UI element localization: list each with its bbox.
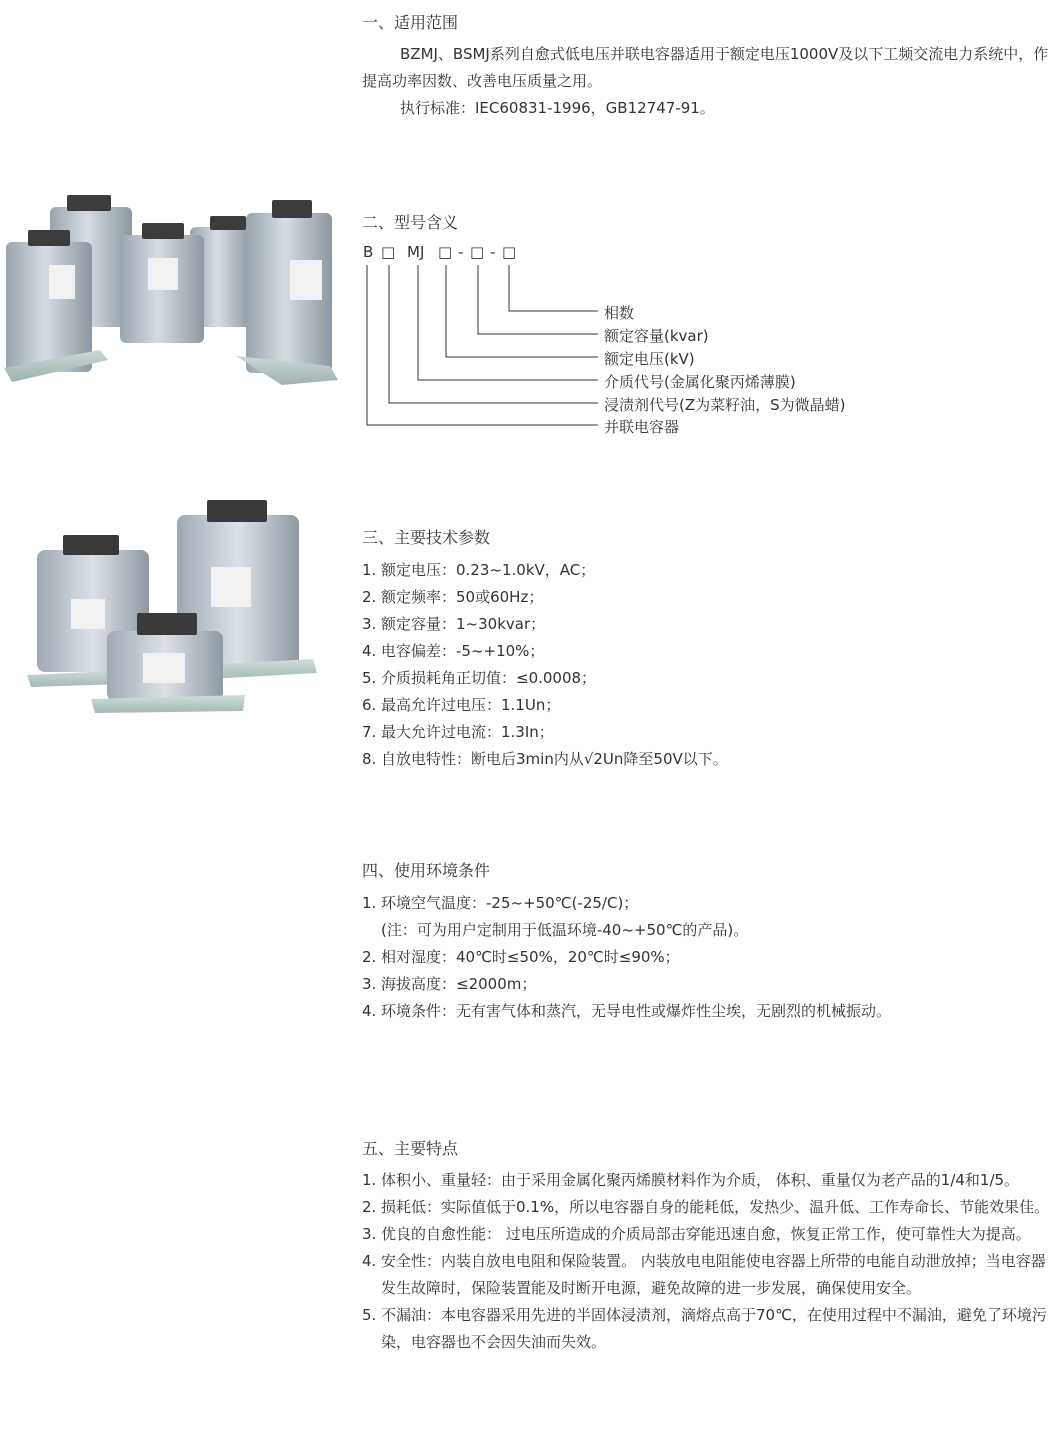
code-letter-b: B <box>363 243 374 261</box>
features-list <box>362 1167 1052 1356</box>
list-item: 3. 海拔高度：≤2000m； <box>362 975 537 993</box>
list-item: 3. 额定容量：1~30kvar； <box>362 615 546 633</box>
list-item: 8. 自放电特性：断电后3min内从√2Un降至50V以下。 <box>362 750 728 768</box>
section4-title: 四、使用环境条件 <box>362 861 491 880</box>
list-item: 1. 额定电压：0.23~1.0kV，AC； <box>362 561 596 579</box>
code-box-1: □ <box>381 243 396 261</box>
list-item: 2. 相对湿度：40℃时≤50%，20℃时≤90%； <box>362 948 680 966</box>
legend-dielectric: 介质代号(金属化聚丙烯薄膜) <box>604 373 796 391</box>
list-item: 1. 体积小、重量轻：由于采用金属化聚丙烯膜材料作为介质， 体积、重量仅为老产品的1/4和1/5。 <box>362 1171 1020 1189</box>
list-item: 5. 不漏油：本电容器采用先进的半固体浸渍剂，滴熔点高于70℃，在使用过程中不漏油，避免了环境污染，电容器也不会因失油而失效。 <box>362 1306 1047 1351</box>
list-item: 4. 环境条件：无有害气体和蒸汽，无导电性或爆炸性尘埃，无剧烈的机械振动。 <box>362 1002 892 1020</box>
tech-params-list <box>362 557 1052 773</box>
scope-paragraph: BZMJ、BSMJ系列自愈式低电压并联电容器适用于额定电压1000V及以下工频交流电力系统中，作提高功率因数、改善电压质量之用。 <box>362 45 1049 90</box>
list-item: 5. 介质损耗角正切值：≤0.0008； <box>362 669 597 687</box>
list-item: 7. 最大允许过电流：1.3In； <box>362 723 554 741</box>
code-box-2: □ <box>438 243 453 261</box>
section1-title: 一、适用范围 <box>362 13 459 32</box>
code-box-4: □ <box>502 243 517 261</box>
code-dash-1: - <box>458 243 464 261</box>
legend-parallel-capacitor: 并联电容器 <box>604 418 680 436</box>
list-note: (注：可为用户定制用于低温环境-40~+50℃的产品)。 <box>381 921 749 939</box>
section5-title: 五、主要特点 <box>362 1139 459 1158</box>
list-item: 6. 最高允许过电压：1.1Un； <box>362 696 561 714</box>
list-item: 2. 损耗低：实际值低于0.1%，所以电容器自身的能耗低，发热少、温升低、工作寿命长、节能效果佳。 <box>362 1198 1050 1216</box>
list-item: 1. 环境空气温度：-25~+50℃(-25/C)； <box>362 894 639 912</box>
code-box-3: □ <box>470 243 485 261</box>
list-item: 4. 电容偏差：-5~+10%； <box>362 642 545 660</box>
legend-voltage: 额定电压(kV) <box>604 350 695 368</box>
list-item: 4. 安全性：内装自放电电阻和保险装置。 内装放电电阻能使电容器上所带的电能自动泄放掉；当电容器发生故障时，保险装置能及时断开电源，避免故障的进一步发展，确保使用安全。 <box>362 1252 1046 1297</box>
legend-impregnant: 浸渍剂代号(Z为菜籽油，S为微晶蜡) <box>604 396 846 414</box>
legend-capacity: 额定容量(kvar) <box>604 327 709 345</box>
list-item: 2. 额定频率：50或60Hz； <box>362 588 544 606</box>
code-dash-2: - <box>490 243 496 261</box>
section3-title: 三、主要技术参数 <box>362 528 491 547</box>
code-letters-mj: MJ <box>407 243 425 261</box>
standard-paragraph: 执行标准：IEC60831-1996，GB12747-91。 <box>400 99 715 117</box>
capacitor-trio-photo <box>25 495 325 725</box>
list-item: 3. 优良的自愈性能： 过电压所造成的介质局部击穿能迅速自愈，恢复正常工作，使可靠性大为提高。 <box>362 1225 1031 1243</box>
legend-phase: 相数 <box>604 304 635 322</box>
section2-title: 二、型号含义 <box>362 213 459 232</box>
environment-list <box>362 890 1052 1025</box>
